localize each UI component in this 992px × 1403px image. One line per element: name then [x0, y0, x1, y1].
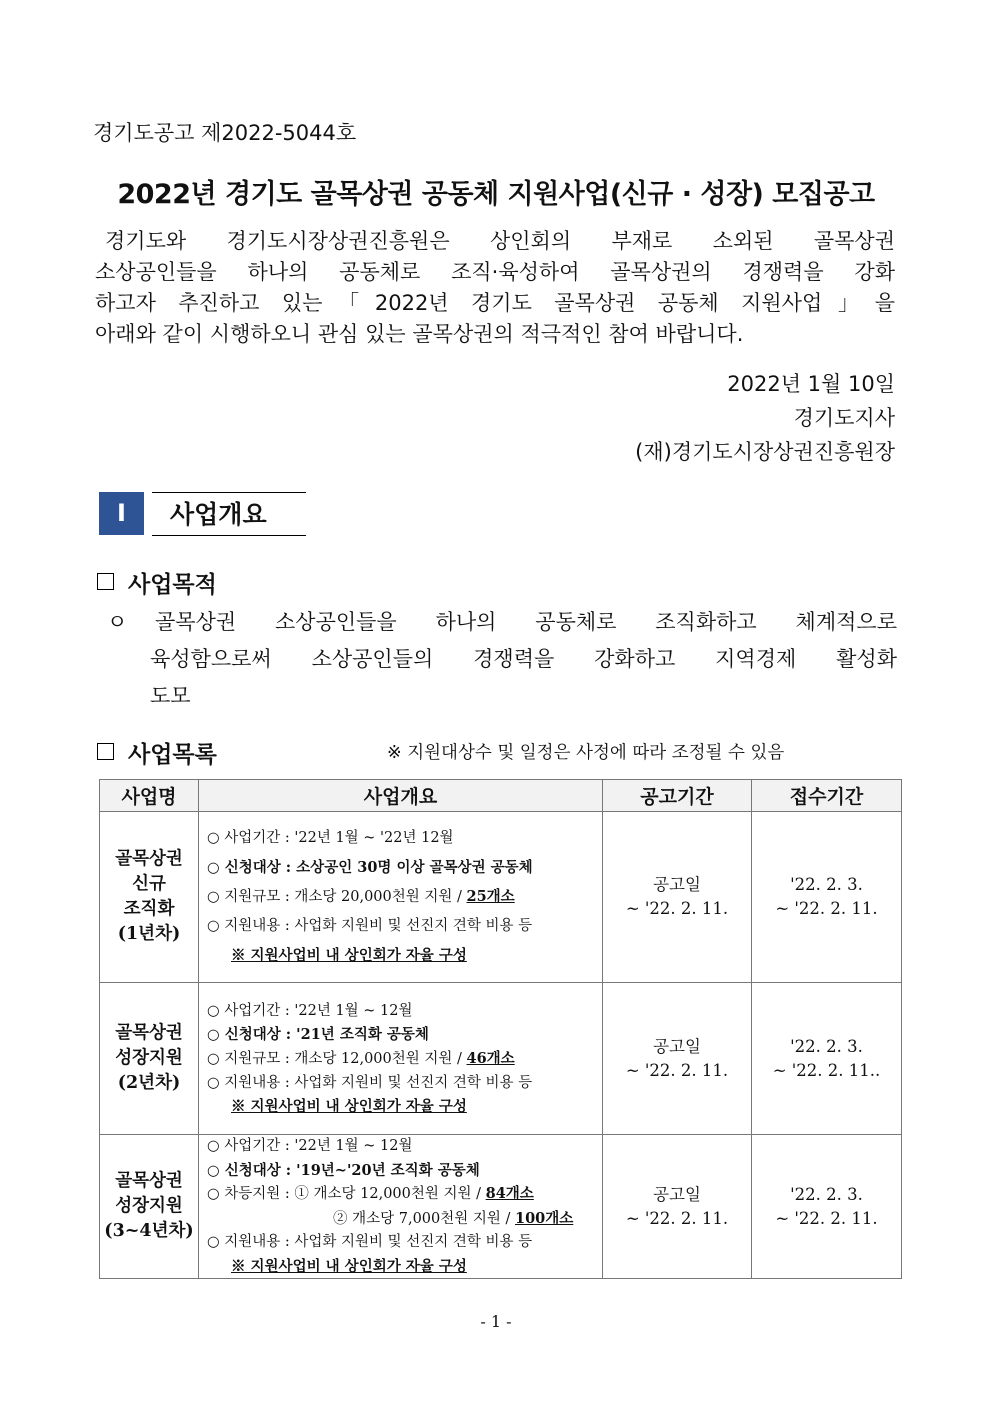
- section-bottom-rule: [152, 535, 306, 536]
- program-name-line: (3~4년차): [104, 1221, 194, 1241]
- program-name: [100, 812, 199, 983]
- program-table: [99, 779, 902, 1279]
- page-title: 2022년 경기도 골목상권 공동체 지원사업(신규 · 성장) 모집공고: [117, 179, 875, 210]
- receipt-period: [752, 983, 902, 1135]
- notice-line: 공고일: [653, 1036, 701, 1056]
- intro-paragraph: [95, 226, 895, 350]
- purpose-heading-label: 사업목적: [128, 572, 217, 598]
- announce-date: 2022년 1월 10일: [727, 372, 895, 396]
- purpose-line: 골목상권 소상공인들을 하나의 공동체로 조직화하고 체계적으로: [155, 610, 897, 634]
- purpose-text: [107, 604, 897, 715]
- header-program-name: 사업명: [100, 780, 199, 812]
- program-name-line: 골목상권: [115, 1171, 183, 1191]
- notice-period: [603, 983, 752, 1135]
- schedule-note: ※ 지원대상수 및 일정은 사정에 따라 조정될 수 있음: [387, 743, 785, 763]
- overview-target: ○ 신청대상 : '21년 조직화 공동체: [207, 1025, 429, 1043]
- scale-count: 100개소: [515, 1209, 574, 1227]
- signature-block: [635, 367, 895, 469]
- section-title: 사업개요: [170, 500, 267, 529]
- intro-line: 소상공인들을 하나의 공동체로 조직·육성하여 골목상권의 경쟁력을 강화: [95, 260, 895, 284]
- overview-target: ○ 신청대상 : '19년~'20년 조직화 공동체: [207, 1161, 480, 1179]
- program-name: [100, 1135, 199, 1279]
- overview-remark: ※ 지원사업비 내 상인회가 자율 구성: [231, 1097, 467, 1115]
- scale-text: ○ 차등지원 : ① 개소당 12,000천원 지원 /: [207, 1186, 486, 1202]
- table-row: [100, 812, 902, 983]
- receipt-line: ~ '22. 2. 11..: [772, 1060, 881, 1080]
- circle-bullet-icon: ㅇ: [107, 610, 128, 634]
- section-top-rule: [152, 492, 306, 493]
- table-header-row: [100, 780, 902, 812]
- scale-count: 84개소: [485, 1185, 534, 1202]
- program-name-line: (2년차): [117, 1073, 181, 1093]
- program-overview: [199, 812, 603, 983]
- program-name-line: 골목상권: [115, 849, 183, 869]
- notice-number: 경기도공고 제2022-5044호: [93, 121, 357, 145]
- notice-line: ~ '22. 2. 11.: [625, 1060, 729, 1080]
- checkbox-square-icon: [97, 573, 114, 590]
- receipt-period: [752, 1135, 902, 1279]
- program-name-line: (1년차): [117, 924, 181, 944]
- list-heading-label: 사업목록: [128, 742, 217, 768]
- overview-content: ○ 지원내용 : 사업화 지원비 및 선진지 견학 비용 등: [207, 1074, 533, 1091]
- header-receipt-period: 접수기간: [752, 780, 902, 812]
- program-name-line: 조직화: [123, 899, 175, 919]
- program-name-line: 신규: [132, 874, 166, 894]
- overview-scale: [207, 1182, 602, 1207]
- receipt-line: '22. 2. 3.: [790, 875, 863, 894]
- table-row: [100, 1135, 902, 1279]
- notice-line: ~ '22. 2. 11.: [625, 899, 729, 918]
- scale-text: ② 개소당 7,000천원 지원 /: [333, 1210, 515, 1227]
- overview-target: ○ 신청대상 : 소상공인 30명 이상 골목상권 공동체: [207, 859, 533, 876]
- signer-agency: (재)경기도시장상권진흥원장: [635, 440, 895, 464]
- receipt-line: '22. 2. 3.: [790, 1036, 863, 1056]
- program-name-line: 성장지원: [115, 1048, 183, 1068]
- program-name: [100, 983, 199, 1135]
- program-name-line: 성장지원: [115, 1196, 183, 1216]
- header-notice-period: 공고기간: [603, 780, 752, 812]
- notice-line: 공고일: [653, 1184, 701, 1204]
- purpose-heading: [97, 566, 217, 599]
- receipt-period: [752, 812, 902, 983]
- intro-line: 경기도와 경기도시장상권진흥원은 상인회의 부재로 소외된 골목상권: [105, 229, 895, 253]
- program-name-line: 골목상권: [115, 1023, 183, 1043]
- scale-count: 46개소: [466, 1049, 515, 1067]
- overview-remark: ※ 지원사업비 내 상인회가 자율 구성: [231, 947, 467, 964]
- receipt-line: ~ '22. 2. 11.: [775, 1208, 878, 1228]
- overview-scale-2: [333, 1207, 602, 1232]
- notice-period: [603, 1135, 752, 1279]
- scale-text: ○ 지원규모 : 개소당 12,000천원 지원 /: [207, 1050, 467, 1067]
- receipt-line: ~ '22. 2. 11.: [775, 899, 878, 918]
- checkbox-square-icon: [97, 743, 114, 760]
- notice-period: [603, 812, 752, 983]
- intro-line: 아래와 같이 시행하오니 관심 있는 골목상권의 적극적인 참여 바랍니다.: [95, 322, 744, 346]
- header-overview: 사업개요: [199, 780, 603, 812]
- overview-content: ○ 지원내용 : 사업화 지원비 및 선진지 견학 비용 등: [207, 918, 533, 934]
- overview-remark: ※ 지원사업비 내 상인회가 자율 구성: [231, 1257, 467, 1275]
- overview-period: ○ 사업기간 : '22년 1월 ~ '22년 12월: [207, 830, 454, 846]
- scale-count: 25개소: [466, 888, 515, 905]
- program-overview: [199, 983, 603, 1135]
- section-number-badge: Ⅰ: [99, 492, 144, 535]
- intro-line: 하고자 추진하고 있는「2022년 경기도 골목상권 공동체 지원사업」을: [95, 291, 895, 315]
- program-overview: [199, 1135, 603, 1279]
- list-heading: [97, 736, 217, 769]
- purpose-line: 육성함으로써 소상공인들의 경쟁력을 강화하고 지역경제 활성화: [150, 647, 897, 671]
- receipt-line: '22. 2. 3.: [790, 1184, 863, 1204]
- overview-scale: [207, 1047, 602, 1071]
- overview-content: ○ 지원내용 : 사업화 지원비 및 선진지 견학 비용 등: [207, 1234, 533, 1250]
- purpose-line: 도모: [150, 684, 191, 708]
- page-number: - 1 -: [480, 1312, 512, 1331]
- notice-line: ~ '22. 2. 11.: [625, 1208, 729, 1228]
- table-row: [100, 983, 902, 1135]
- overview-scale: [207, 882, 602, 912]
- signer-governor: 경기도지사: [793, 406, 895, 430]
- overview-period: ○ 사업기간 : '22년 1월 ~ 12월: [207, 1138, 413, 1154]
- scale-text: ○ 지원규모 : 개소당 20,000천원 지원 /: [207, 889, 467, 905]
- overview-period: ○ 사업기간 : '22년 1월 ~ 12월: [207, 1002, 413, 1019]
- notice-line: 공고일: [653, 875, 701, 894]
